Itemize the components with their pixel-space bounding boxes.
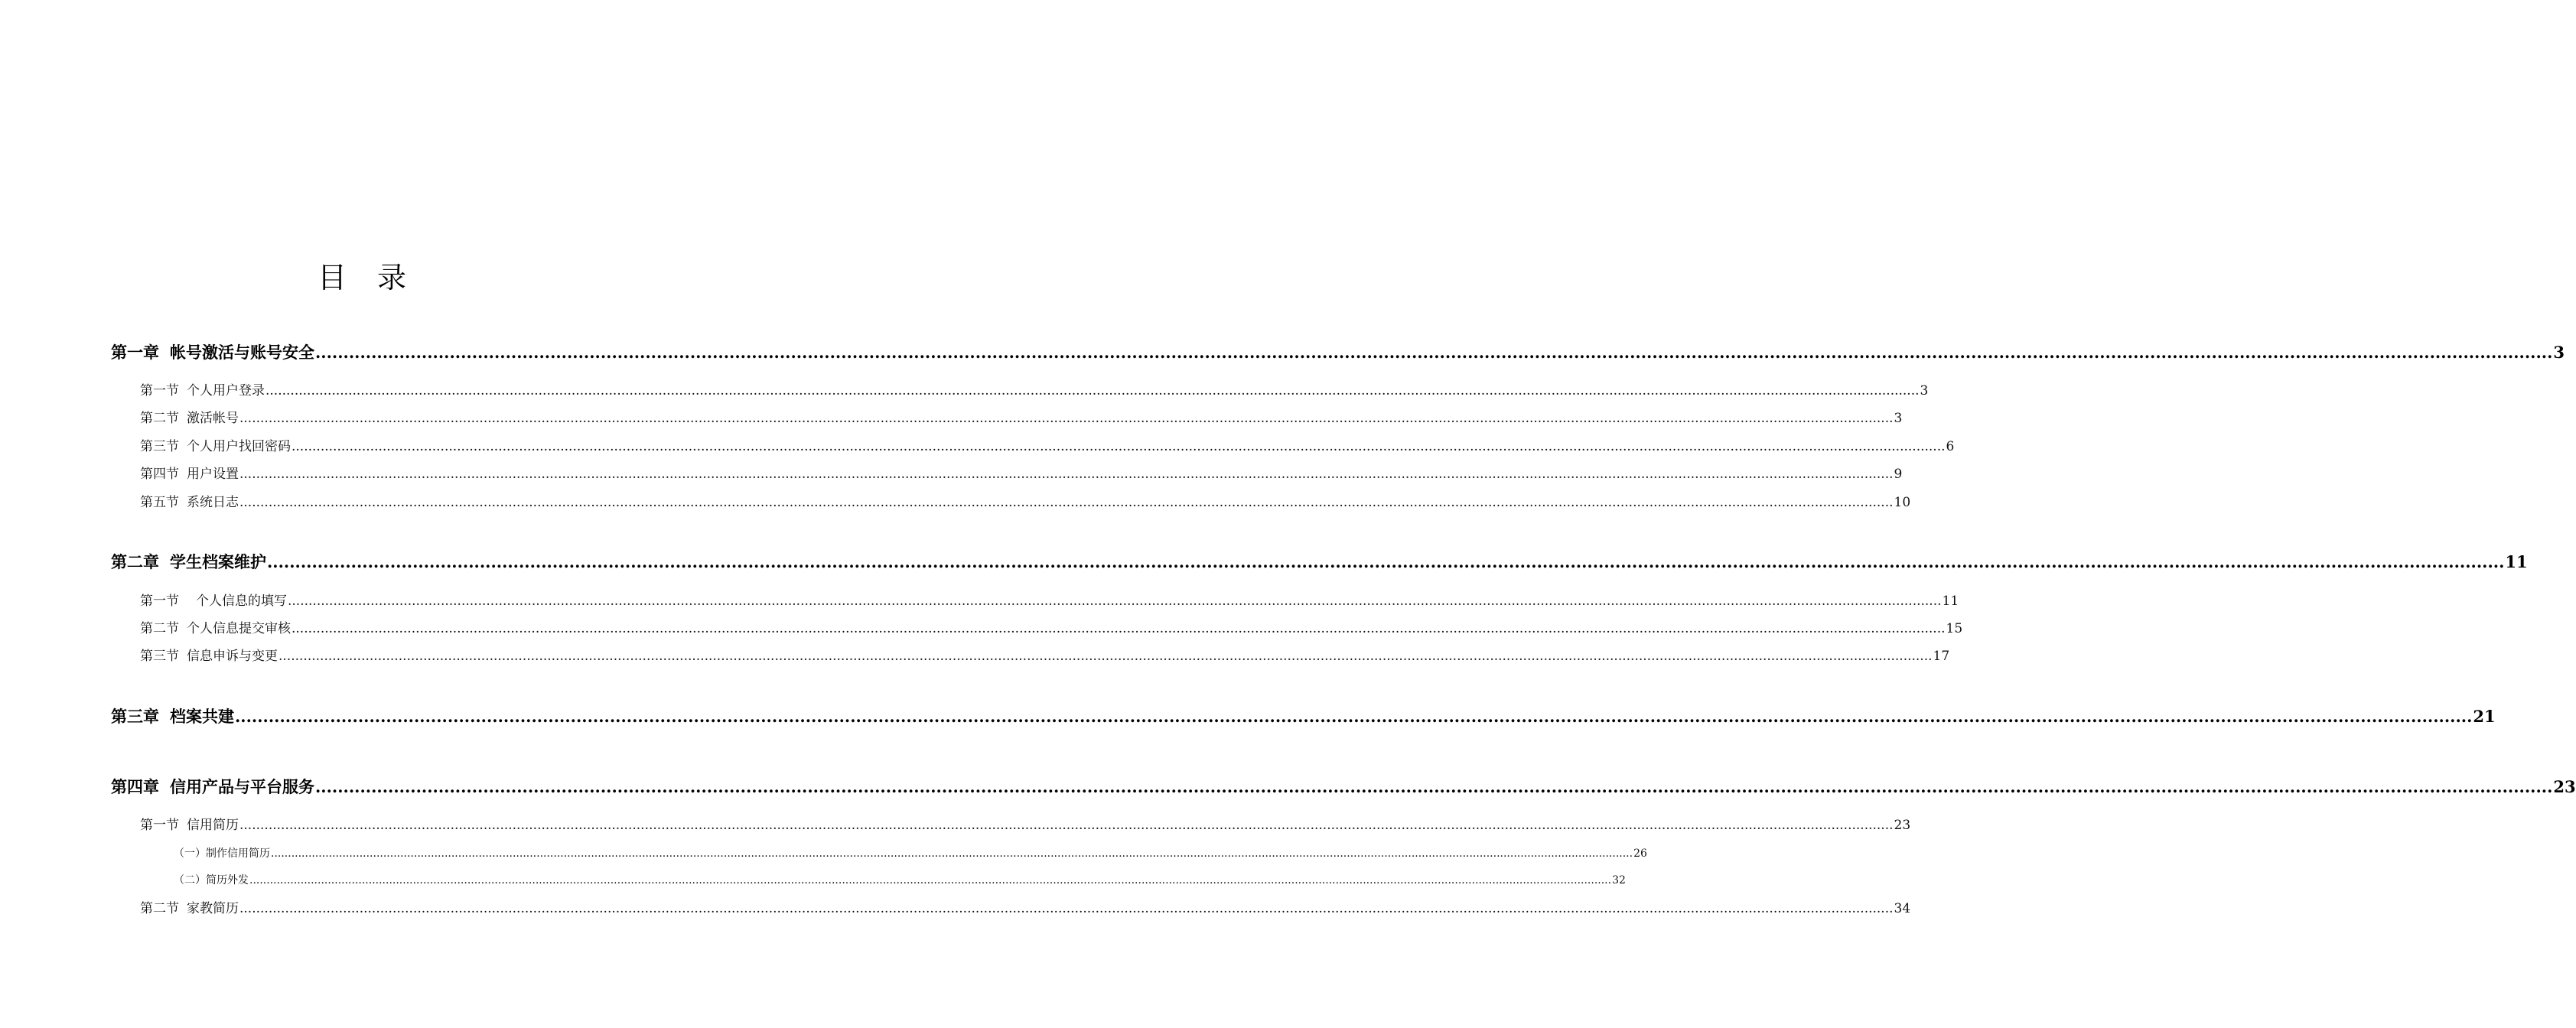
leader-dots: ................................................................................................................................................................................................................................................................................................................................................................................................................ xyxy=(278,649,1933,664)
toc-section-4-2[interactable] xyxy=(140,899,1911,918)
leader-dots: ................................................................................................................................................................................................................................................................................................................................................................................................................ xyxy=(239,818,1894,833)
leader-dots: ................................................................................................................................................................................................................................................................................................................................................................................................................ xyxy=(315,343,2553,362)
page-number: 23 xyxy=(2553,777,2576,796)
subsection-title: 简历外发 xyxy=(206,874,249,886)
section-title: 信息申诉与变更 xyxy=(187,649,278,664)
leader-dots: ................................................................................................................................................................................................................................................................................................................................................................................................................ xyxy=(267,552,2505,571)
section-title: 信用简历 xyxy=(187,818,239,833)
section-title: 系统日志 xyxy=(187,495,239,510)
page-number: 23 xyxy=(1894,818,1911,833)
toc-section-1-1[interactable] xyxy=(140,382,1929,400)
page-number: 15 xyxy=(1946,621,1963,636)
toc-subsection-4-1-1[interactable] xyxy=(174,846,1647,861)
chapter-title: 学生档案维护 xyxy=(170,552,266,571)
leader-dots: ................................................................................................................................................................................................................................................................................................................................................................................................................ xyxy=(291,439,1946,454)
leader-dots: ................................................................................................................................................................................................................................................................................................................................................................................................................ xyxy=(239,467,1894,482)
toc-title xyxy=(0,259,727,297)
toc-subsection-4-1-2[interactable] xyxy=(174,873,1626,888)
section-title: 个人信息提交审核 xyxy=(187,621,291,636)
page-number: 26 xyxy=(1633,847,1647,860)
page-number: 3 xyxy=(2553,343,2565,362)
leader-dots: ................................................................................................................................................................................................................................................................................................................................................................................................................ xyxy=(239,495,1894,510)
leader-dots: ................................................................................................................................................................................................................................................................................................................................................................................................................ xyxy=(315,777,2553,796)
section-title: 用户设置 xyxy=(187,467,239,482)
leader-dots: ................................................................................................................................................................................................................................................................................................................................................................................................................ xyxy=(265,383,1920,399)
leader-dots: ................................................................................................................................................................................................................................................................................................................................................................................................................ xyxy=(239,411,1894,426)
toc-section-1-4[interactable] xyxy=(140,465,1903,483)
section-number: 第三节 xyxy=(140,649,179,664)
section-number: 第四节 xyxy=(140,467,179,482)
leader-dots: ................................................................................................................................................................................................................................................................................................................................................................................................................ xyxy=(271,847,1633,860)
page-number: 11 xyxy=(1942,594,1959,609)
section-number: 第二节 xyxy=(140,621,179,636)
section-number: 第二节 xyxy=(140,411,179,426)
toc-chapter-4[interactable] xyxy=(111,776,2576,799)
page-number: 21 xyxy=(2473,707,2496,726)
toc-section-1-2[interactable] xyxy=(140,409,1903,428)
section-number: 第一节 xyxy=(140,818,179,833)
chapter-title: 帐号激活与账号安全 xyxy=(170,343,314,362)
section-title: 个人用户登录 xyxy=(187,383,265,399)
section-number: 第三节 xyxy=(140,439,179,454)
chapter-title: 信用产品与平台服务 xyxy=(170,777,314,796)
toc-section-2-2[interactable] xyxy=(140,620,1963,638)
toc-section-1-5[interactable] xyxy=(140,493,1911,512)
page-number: 11 xyxy=(2505,552,2528,571)
page-number: 32 xyxy=(1612,874,1626,886)
leader-dots: ................................................................................................................................................................................................................................................................................................................................................................................................................ xyxy=(291,621,1946,636)
section-number: 第一节 xyxy=(140,383,179,399)
subsection-number: （一） xyxy=(174,847,206,860)
page-number: 9 xyxy=(1894,467,1903,482)
toc-section-2-3[interactable] xyxy=(140,647,1950,665)
subsection-title: 制作信用简历 xyxy=(206,847,270,860)
page-number: 10 xyxy=(1894,495,1911,510)
toc-chapter-1[interactable] xyxy=(111,341,2565,364)
toc-section-2-1[interactable] xyxy=(140,592,1959,610)
section-number: 第五节 xyxy=(140,495,179,510)
chapter-number: 第一章 xyxy=(111,343,159,362)
section-title: 激活帐号 xyxy=(187,411,239,426)
toc-section-1-3[interactable] xyxy=(140,438,1955,456)
section-number: 第二节 xyxy=(140,901,179,916)
page-number: 3 xyxy=(1920,383,1929,399)
page-number: 6 xyxy=(1946,439,1955,454)
section-title: 家教简历 xyxy=(187,901,239,916)
page-number: 34 xyxy=(1894,901,1911,916)
toc-title-right: 录 xyxy=(377,261,410,294)
section-title: 个人用户找回密码 xyxy=(187,439,291,454)
section-number: 第一节 xyxy=(140,594,179,609)
chapter-number: 第四章 xyxy=(111,777,159,796)
page-number: 17 xyxy=(1933,649,1950,664)
subsection-number: （二） xyxy=(174,874,206,886)
chapter-number: 第二章 xyxy=(111,552,159,571)
toc-chapter-3[interactable] xyxy=(111,705,2496,728)
toc-title-left: 目 xyxy=(317,261,350,294)
chapter-title: 档案共建 xyxy=(170,707,234,726)
leader-dots: ................................................................................................................................................................................................................................................................................................................................................................................................................ xyxy=(235,707,2473,726)
toc-chapter-2[interactable] xyxy=(111,551,2528,574)
leader-dots: ................................................................................................................................................................................................................................................................................................................................................................................................................ xyxy=(239,901,1894,916)
leader-dots: ................................................................................................................................................................................................................................................................................................................................................................................................................ xyxy=(288,594,1942,609)
chapter-number: 第三章 xyxy=(111,707,159,726)
page-number: 3 xyxy=(1894,411,1903,426)
section-title: 个人信息的填写 xyxy=(196,594,287,609)
leader-dots: ................................................................................................................................................................................................................................................................................................................................................................................................................ xyxy=(249,874,1612,886)
toc-section-4-1[interactable] xyxy=(140,816,1911,834)
